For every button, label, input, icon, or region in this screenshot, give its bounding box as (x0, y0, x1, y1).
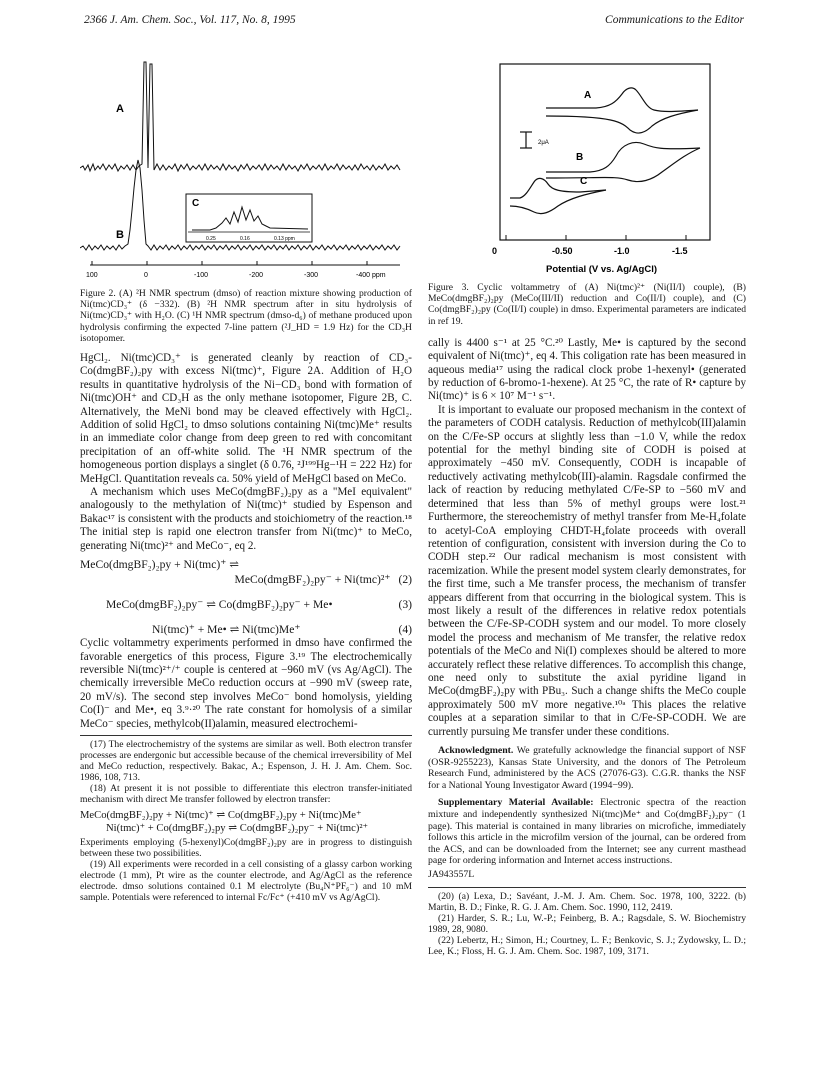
axis-tick-2: 0 (144, 272, 148, 279)
figure-2-nmr-spectra (80, 60, 410, 288)
equation-3-text: MeCo(dmgBF₂)₂py⁻ ⇌ Co(dmgBF₂)₂py⁻ + Me• (106, 598, 333, 612)
cv-tick-1: -0.50 (552, 246, 573, 256)
cv-plot-frame (500, 64, 710, 240)
cv-curve-c (510, 178, 606, 198)
axis-tick-5: -300 (304, 272, 319, 279)
inset-tick-1: 0.25 (206, 236, 216, 242)
left-column (80, 288, 412, 903)
cv-curve-b (546, 143, 700, 173)
cv-label-a: A (584, 90, 592, 101)
supplementary-text: Electronic spectra of the reaction mixture and independently synthesized Ni(tmc)Me⁺ and Co(dmgBF₂)₂py⁻ (1 page). This material is contained in many libraries on microfiche, immediately follows this article in the microfilm version of the journal, can be ordered from the ACS, and can be downloaded from the Internet; see any current masthead page for ordering information and Internet access instructions. (428, 797, 746, 867)
equation-3-number: (3) (398, 598, 412, 612)
footnote-18-equation-b: Ni(tmc)⁺ + Co(dmgBF₂)₂py ⇌ Co(dmgBF₂)₂py⁻ + Ni(tmc)²⁺ (106, 822, 369, 834)
axis-tick-4: -200 (249, 272, 264, 279)
label-a: A (116, 103, 124, 115)
footnote-17: (17) The electrochemistry of the systems are similar as well. Both electron transfer processes are endergonic but accessible because of the chemical irreversibility of MeI and MeCo reduction, respectively. Bakac, A.; Espenson, J. H. J. Am. Chem. Soc. 1986, 108, 713. (80, 738, 412, 784)
cv-tick-0: 0 (492, 246, 498, 256)
manuscript-id: JA943557L (428, 868, 475, 880)
supplementary-material (428, 797, 746, 867)
footnote-20: (20) (a) Lexa, D.; Savéant, J.-M. J. Am. Chem. Soc. 1978, 100, 3222. (b) Martin, B. D.; Finke, R. G. J. Am. Chem. Soc. 1990, 112, 2419. (428, 890, 746, 913)
right-footnote-divider (428, 887, 746, 888)
equation-2-text: MeCo(dmgBF₂)₂py⁻ + Ni(tmc)²⁺ (234, 573, 391, 587)
footnote-22: (22) Lebertz, H.; Simon, H.; Courtney, L. F.; Benkovic, S. J.; Zydowsky, L. D.; Lee, K.; Floss, H. G. J. Am. Chem. Soc. 1987, 109, 3171. (428, 934, 746, 957)
inset-tick-3: 0.13 ppm (274, 236, 295, 242)
scale-bar-label: 2μA (538, 140, 549, 146)
supplementary-title: Supplementary Material Available: (438, 797, 594, 809)
cv-curve-a (546, 88, 698, 112)
axis-tick-3: -100 (194, 272, 209, 279)
equation-2-line-2 (80, 572, 412, 587)
axis-tick-6: -400 ppm (356, 272, 386, 279)
equation-4-number: (4) (398, 623, 412, 637)
equation-3 (80, 597, 412, 612)
left-paragraph-1: HgCl₂. Ni(tmc)CD₃⁺ is generated cleanly by reaction of CD₃-Co(dmgBF₂)₂py with excess Ni(tmc)⁺, Figure 2A. Addition of H₂O results in quantitative hydrolysis of the Ni−CD₃ bond with formation of Ni(tmc)OH⁺ and CD₃H as the only methane isotopomer, Figure 2B, C. Alternatively, the MeNi bond may be cleaved effectively with HgCl₂. Addition of solid HgCl₂ to dmso solutions containing Ni(tmc)Me⁺ results in an immediate color change from deep green to red with concomitant precipitation of an off-white solid. The ¹H NMR spectrum of the homogeneous portion displays a singlet (δ 0.76, ²J¹⁹⁹Hg−¹H = 222 Hz) for MeHgCl. Quantitation reveals ca. 50% yield of MeHgCl based on MeCo. (80, 352, 412, 485)
equation-2-number: (2) (398, 573, 412, 587)
right-paragraph-2: It is important to evaluate our proposed mechanism in the context of the parameters of CODH catalysis. Reduction of methylcob(III)alamin on the C/Fe-SP occurs at slightly less than −1.0 V, while the redox potential for the methyl binding site of CODH is poised at approximately −450 mV. Consequently, CODH is incapable of reductively activating methylcob(III)-alamin. Ragsdale confirmed the lack of reaction by reducing methylated C/Fe-SP to −560 mV and determined that less than 5% of methyl groups were lost.²¹ Furthermore, the stereochemistry of methyl transfer from Me-H₄folate to acetyl-CoA employing CHDT-H₄folate proceeds with overall retention of configuration, consistent with inversion during the Co to CODH step.²² Our radical mechanism is most consistent with racemization. While the present model system clearly demonstrates, for the first time, such a Me transfer process, the mechanism of transfer appears different from that occurring in the biological system. This is most likely a result of the differences in relative redox potentials between the C/Fe-SP-CODH system and our model. To more closely model the process and mechanism of Me transfer, the relative redox potentials of the MeCo and Ni(I) complexes should be altered to more accurately reflect these relative differences. To accomplish this change, one need only to substitute the axial pyridine ligand in MeCo(dmgBF₂)₂py with PBu₃. Such a change shifts the MeCo couple approximately 500 mV more negative.¹⁰ᵃ This places the relative couples at a separation similar to that in C/Fe-SP-CODH. We are currently pursuing Me transfer under these conditions. (428, 403, 746, 738)
cv-curve-c-return (510, 190, 606, 214)
equation-2-line-1: MeCo(dmgBF₂)₂py + Ni(tmc)⁺ ⇌ (80, 558, 239, 572)
label-c: C (192, 198, 200, 209)
cv-curve-b-return (546, 148, 700, 182)
footnote-19: (19) All experiments were recorded in a cell consisting of a glassy carbon working electrode (1 mm), Pt wire as the counter electrode, and Ag/AgCl as the reference electrode. dmso solutions contained 0.1 M electrolyte (Bu₄N⁺PF₆⁻) and 10 mM sample. Potentials were referenced to internal Fc/Fc⁺ (+410 mV vs Ag/AgCl). (80, 858, 412, 904)
equation-4-text: Ni(tmc)⁺ + Me• ⇌ Ni(tmc)Me⁺ (152, 623, 301, 637)
figure-3-caption: Figure 3. Cyclic voltammetry of (A) Ni(tmc)²⁺ (Ni(II/I) couple), (B) MeCo(dmgBF₂)₂py (MeCo(III/II) reduction and Co(II/I) couple), and (C) Co(dmgBF₂)₂py (Co(II/I) couple) in dmso. Experimental parameters are indicated in ref 19. (428, 282, 746, 327)
cv-curve-a-return (546, 110, 698, 133)
cv-tick-2: -1.0 (614, 246, 630, 256)
cv-label-c: C (580, 176, 588, 187)
footnote-divider (80, 735, 412, 736)
acknowledgment-text: We gratefully acknowledge the financial support of NSF (OSR-9255223), Kansas State University, and the donors of The Petroleum Research Fund, administered by the ACS (27076-G3). C.G.R. thanks the NSF for a National Young Investigator Award (1994−99). (428, 745, 746, 791)
spectrum-a-trace (80, 62, 400, 171)
inset-c-frame (186, 194, 312, 242)
figure-3-cyclic-voltammetry (486, 60, 726, 282)
footnote-18-continued: Experiments employing (5-hexenyl)Co(dmgBF₂)₂py are in progress to distinguish between these two possibilities. (80, 836, 412, 859)
acknowledgment-title: Acknowledgment. (438, 745, 514, 756)
right-paragraph-1: cally is 4400 s⁻¹ at 25 °C.²⁰ Lastly, Me• is captured by the second equivalent of Ni(tmc)⁺, eq 4. This coligation rate has been measured in aqueous media¹⁷ using the radical clock probe 1-hexenyl• (generated by reduction of 6-bromo-1-hexene). At 25 °C, the rate of R• capture by Ni(tmc)⁺ is 6 × 10⁷ M⁻¹ s⁻¹. (428, 336, 746, 403)
acknowledgment (428, 745, 746, 791)
footnote-18-equation-a: MeCo(dmgBF₂)₂py + Ni(tmc)⁺ ⇌ Co(dmgBF₂)₂py + Ni(tmc)Me⁺ (80, 809, 362, 821)
running-header-left: 2366 J. Am. Chem. Soc., Vol. 117, No. 8, 1995 (84, 14, 296, 26)
left-paragraph-3: Cyclic voltammetry experiments performed in dmso have confirmed the favorable energetics of this process, Figure 3.¹⁹ The electrochemically reversible Ni(tmc)²⁺/⁺ couple is centered at −960 mV (vs Ag/AgCl). The chemically irreversible MeCo reduction occurs at −990 mV (sweep rate, 20 mV/s). The second step involves MeCo⁻ bond homolysis, yielding Co(I)⁻ and Me•, eq 3.⁹·²⁰ The rate constant for homolysis of a similar MeCo⁻ species, methylcob(II)alamin, measured electrochemi- (80, 637, 412, 730)
cv-tick-3: -1.5 (672, 246, 688, 256)
footnote-18: (18) At present it is not possible to differentiate this electron transfer-initiated mechanism with direct Me transfer followed by electron transfer: (80, 783, 412, 806)
footnote-21: (21) Harder, S. R.; Lu, W.-P.; Feinberg, B. A.; Ragsdale, S. W. Biochemistry 1989, 28, 9080. (428, 912, 746, 935)
cv-label-b: B (576, 152, 584, 163)
figure-2-caption: Figure 2. (A) ²H NMR spectrum (dmso) of reaction mixture showing production of Ni(tmc)CD₃⁺ (δ −332). (B) ²H NMR spectrum after in situ hydrolysis of Ni(tmc)CD₃⁺ with H₂O. (C) ¹H NMR spectrum (dmso-d₆) of methane produced upon hydrolysis confirming the expected 7-line pattern (²J_HD = 1.9 Hz) for the CD₃H isotopomer. (80, 288, 412, 344)
cv-x-axis-label: Potential (V vs. Ag/AgCl) (546, 264, 658, 275)
running-header-right: Communications to the Editor (605, 14, 744, 26)
inset-tick-2: 0.16 (240, 236, 250, 242)
left-paragraph-2: A mechanism which uses MeCo(dmgBF₂)₂py as a "MeI equivalent" analogously to the methylation of Ni(tmc)⁺ studied by Espenson and Bakac¹⁷ is consistent with the products and stoichiometry of the reaction.¹⁸ The initial step is rapid one electron transfer from Ni(tmc)⁺ to MeCo, generating Ni(tmc)²⁺ and MeCo⁻, eq 2. (80, 486, 412, 552)
axis-tick-1: 100 (86, 272, 98, 279)
equation-4 (80, 622, 412, 637)
label-b: B (116, 229, 124, 241)
right-column (428, 282, 746, 957)
